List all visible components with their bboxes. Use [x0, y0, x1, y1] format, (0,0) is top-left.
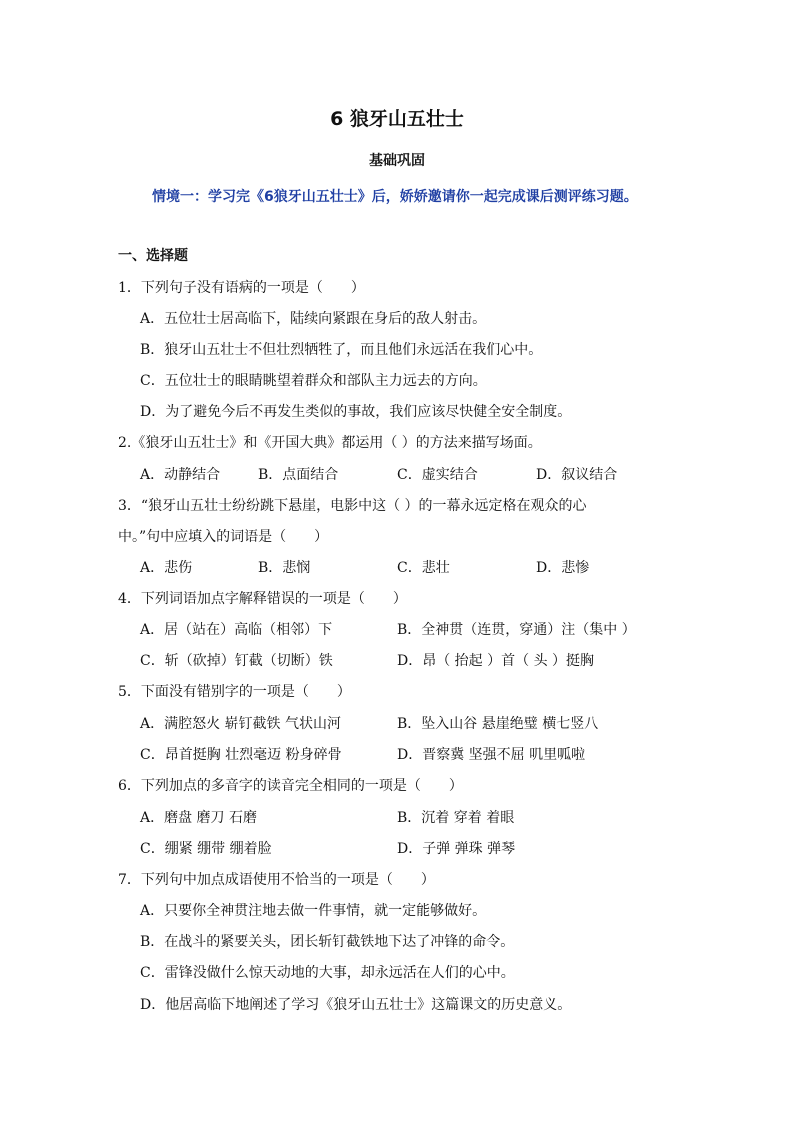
section-subtitle: 基础巩固: [369, 153, 425, 169]
question-3-option-d: D．悲惨: [536, 560, 590, 576]
question-7-stem: 7．下列句中加点成语使用不恰当的一项是（ ）: [118, 872, 435, 888]
question-7-option-a: A．只要你全神贯注地去做一件事情，就一定能够做好。: [140, 903, 487, 919]
question-5-stem: 5．下面没有错别字的一项是（ ）: [118, 684, 351, 700]
question-1-option-a: A．五位壮士居高临下，陆续向紧跟在身后的敌人射击。: [140, 311, 487, 327]
question-6-option-a: A．磨盘 磨刀 石磨: [140, 810, 258, 826]
question-6-stem: 6．下列加点的多音字的读音完全相同的一项是（ ）: [118, 778, 463, 794]
question-4-stem: 4．下列词语加点字解释错误的一项是（ ）: [118, 591, 407, 607]
question-7-option-d: D．他居高临下地阐述了学习《狼牙山五壮士》这篇课文的历史意义。: [140, 997, 572, 1013]
question-3-option-a: A．悲伤: [140, 560, 193, 576]
question-4-option-b: B．全神贯（连贯，穿通）注（集中 ）: [397, 622, 636, 638]
question-7-option-c: C．雷锋没做什么惊天动地的大事，却永远活在人们的心中。: [140, 965, 515, 981]
question-1-stem: 1．下列句子没有语病的一项是（ ）: [118, 280, 365, 296]
question-6-option-d: D．子弹 弹珠 弹琴: [397, 841, 516, 857]
question-6-option-c: C．绷紧 绷带 绷着脸: [140, 841, 272, 857]
question-5-option-c: C．昂首挺胸 壮烈毫迈 粉身碎骨: [140, 747, 342, 763]
question-4-option-a: A．居（站在）高临（相邻）下: [140, 622, 333, 638]
question-5-option-b: B．坠入山谷 悬崖绝璧 横七竖八: [397, 716, 599, 732]
question-6-option-b: B．沉着 穿着 着眼: [397, 810, 515, 826]
section-heading: 一、选择题: [118, 248, 188, 264]
question-3-option-c: C．悲壮: [397, 560, 450, 576]
page-title: 6 狼牙山五壮士: [330, 108, 464, 130]
question-1-option-d: D．为了避免今后不再发生类似的事故，我们应该尽快健全安全制度。: [140, 404, 572, 420]
context-paragraph: 情境一：学习完《6狼牙山五壮士》后，娇娇邀请你一起完成课后测评练习题。: [152, 189, 638, 205]
question-2-option-a: A．动静结合: [140, 467, 221, 483]
question-7-option-b: B．在战斗的紧要关头，团长斩钉截铁地下达了冲锋的命令。: [140, 934, 515, 950]
question-3-option-b: B．悲悯: [258, 560, 311, 576]
question-4-option-d: D．昂（ 抬起 ）首（ 头 ）挺胸: [397, 653, 595, 669]
question-1-option-c: C．五位壮士的眼睛眺望着群众和部队主力远去的方向。: [140, 373, 487, 389]
question-4-option-c: C．斩（砍掉）钉截（切断）铁: [140, 653, 333, 669]
question-2-option-b: B．点面结合: [258, 467, 339, 483]
question-2-option-d: D．叙议结合: [536, 467, 618, 483]
question-3-stem-line1: 3．“狼牙山五壮士纷纷跳下悬崖，电影中这（ ）的一幕永远定格在观众的心: [118, 498, 587, 514]
question-3-stem-line2: 中。”句中应填入的词语是（ ）: [118, 529, 329, 545]
question-5-option-a: A．满腔怒火 崭钉截铁 气状山河: [140, 716, 342, 732]
question-2-option-c: C．虚实结合: [397, 467, 478, 483]
question-2-stem: 2.《狼牙山五壮士》和《开国大典》都运用（ ）的方法来描写场面。: [118, 435, 542, 451]
question-5-option-d: D．晋察冀 坚强不屈 叽里呱啦: [397, 747, 586, 763]
question-1-option-b: B．狼牙山五壮士不但壮烈牺牲了，而且他们永远活在我们心中。: [140, 342, 543, 358]
